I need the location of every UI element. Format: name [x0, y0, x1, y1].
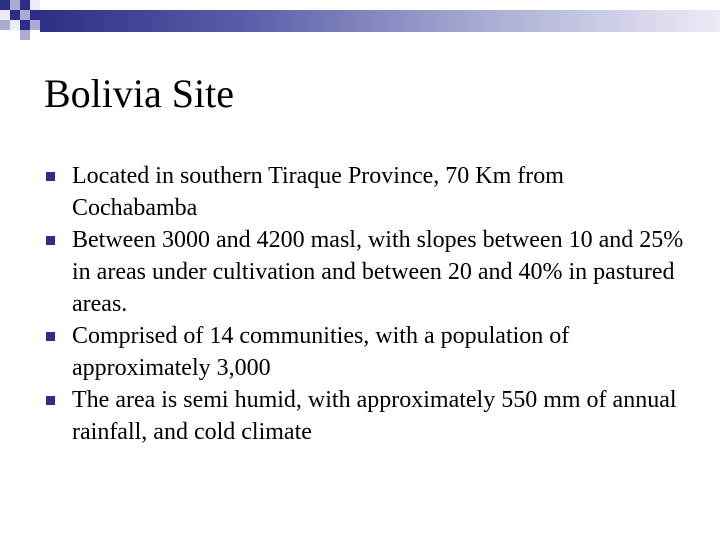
decorative-square: [0, 20, 10, 30]
decorative-square: [0, 10, 10, 20]
decorative-square: [20, 20, 30, 30]
bullet-list: [44, 160, 694, 448]
square-bullet-icon: [46, 332, 55, 341]
decorative-square: [10, 10, 20, 20]
header-gradient-bar: [40, 10, 720, 32]
bullet-text: The area is semi humid, with approximately 550 mm of annual rainfall, and cold climate: [72, 387, 677, 445]
decorative-square: [10, 20, 20, 30]
square-bullet-icon: [46, 172, 55, 181]
decorative-square: [0, 0, 10, 10]
bullet-item: [44, 320, 694, 384]
bullet-item: [44, 384, 694, 448]
decorative-header-band: [0, 0, 720, 40]
bullet-item: [44, 224, 694, 320]
square-bullet-icon: [46, 236, 55, 245]
slide-title: Bolivia Site: [44, 71, 234, 116]
bullet-text: Comprised of 14 communities, with a population of approximately 3,000: [72, 323, 570, 381]
decorative-square: [20, 30, 30, 40]
bullet-text: Between 3000 and 4200 masl, with slopes between 10 and 25% in areas under cultivation and between 20 and 40% in pastured areas.: [72, 227, 684, 317]
decorative-square: [30, 20, 40, 30]
square-bullet-icon: [46, 396, 55, 405]
decorative-square: [20, 0, 30, 10]
decorative-square: [20, 10, 30, 20]
decorative-square: [10, 0, 20, 10]
decorative-square: [30, 0, 40, 10]
bullet-item: [44, 160, 694, 224]
decorative-square: [30, 10, 40, 20]
bullet-text: Located in southern Tiraque Province, 70 Km from Cochabamba: [72, 163, 564, 221]
